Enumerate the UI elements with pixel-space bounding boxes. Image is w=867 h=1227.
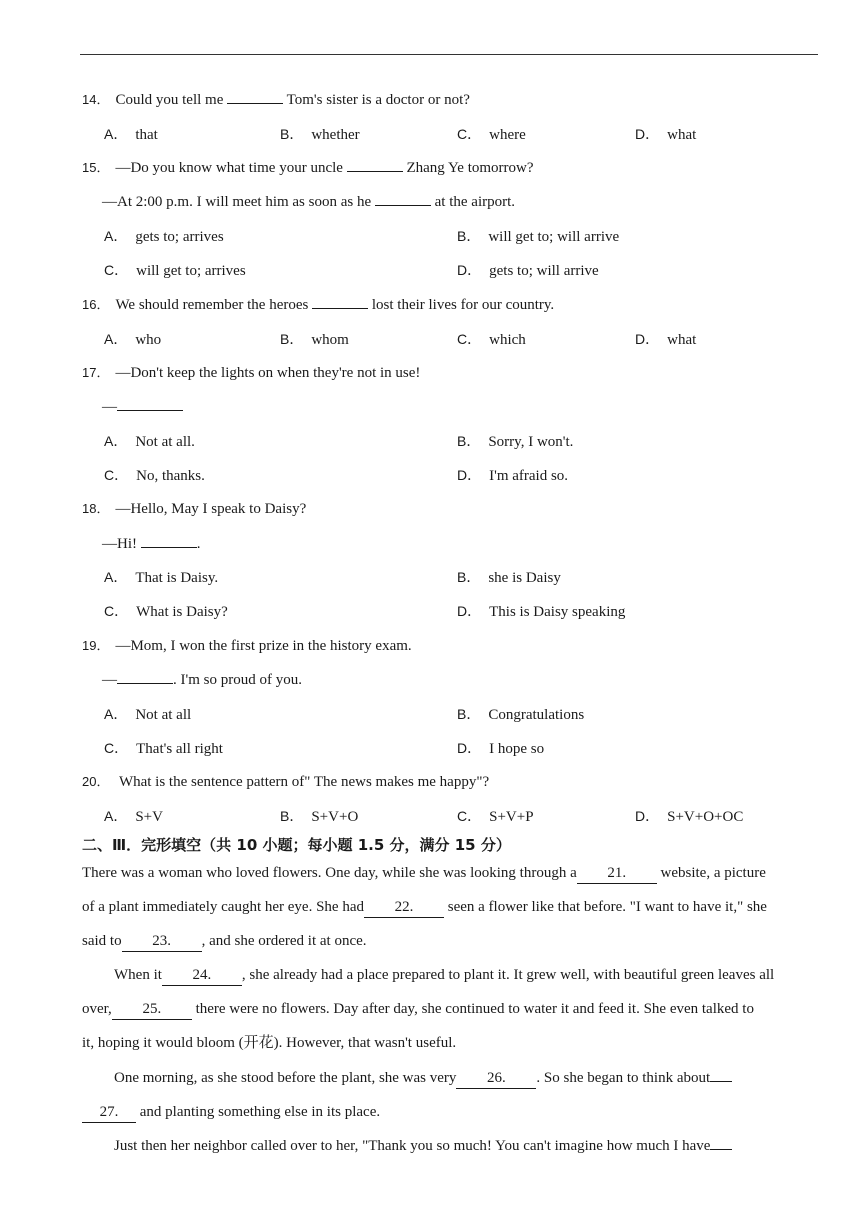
question-number: 16． [82,297,110,312]
option-c[interactable]: C． where [457,126,526,143]
option-b[interactable]: B． Sorry, I won't. [457,433,574,450]
passage-line: said to 23. , and she ordered it at once. [82,931,367,952]
answer-blank[interactable] [141,547,197,548]
blank-24[interactable]: 24. [162,965,242,986]
passage-line: over, 25. there were no flowers. Day after day, she continued to water it and feed it. She even talked to [82,999,754,1020]
question-text: lost their lives for our country. [368,297,555,313]
option-a[interactable]: A． gets to; arrives [104,228,224,245]
question-text: Tom's sister is a doctor or not? [283,92,470,108]
option-a[interactable]: A． S+V [104,808,163,825]
question-18 [82,499,306,519]
option-d[interactable]: D． what [635,331,697,348]
option-c[interactable]: C． will get to; arrives [104,262,246,279]
question-text: Could you tell me [115,92,228,108]
option-a[interactable]: A． who [104,331,162,348]
option-a[interactable]: A． That is Daisy. [104,569,219,586]
question-text: What is the sentence pattern of" The news makes me happy"? [115,774,490,790]
option-a[interactable]: A． that [104,126,158,143]
question-text: —Mom, I won the first prize in the history exam. [115,638,412,654]
passage-line: it, hoping it would bloom (开花). However, that wasn't useful. [82,1035,457,1051]
question-text: Zhang Ye tomorrow? [402,160,534,176]
option-a[interactable]: A． Not at all. [104,433,195,450]
question-number: 19． [82,638,110,653]
question-14 [82,90,470,110]
question-15 [82,158,534,178]
question-number: 17． [82,365,110,380]
option-d[interactable]: D． what [635,126,697,143]
option-d[interactable]: D． S+V+O+OC [635,808,744,825]
question-text: —Don't keep the lights on when they're not in use! [115,365,421,381]
question-text: —Do you know what time your uncle [115,160,347,176]
question-text: —Hello, May I speak to Daisy? [115,501,307,517]
blank-25[interactable]: 25. [112,999,192,1020]
question-16 [82,295,554,315]
blank-27[interactable]: 27. [82,1102,136,1123]
blank-21[interactable]: 21. [577,863,657,884]
question-number: 20． [82,774,110,789]
passage-line: There was a woman who loved flowers. One day, while she was looking through a 21. website, a picture [82,863,766,884]
passage-line: Just then her neighbor called over to her, "Thank you so much! You can't imagine how much I have [114,1136,732,1156]
option-b[interactable]: B． Congratulations [457,706,585,723]
option-b[interactable]: B． she is Daisy [457,569,561,586]
option-c[interactable]: C． That's all right [104,740,223,757]
option-c[interactable]: C． No, thanks. [104,467,205,484]
section-title: 二、Ⅲ．完形填空（共 10 小题；每小题 1.5 分，满分 15 分） [82,836,511,854]
header-rule [80,54,818,55]
option-b[interactable]: B． whom [280,331,349,348]
question-18-line2: —Hi! . [102,536,201,552]
passage-line: One morning, as she stood before the plant, she was very 26. . So she began to think about [114,1068,732,1089]
option-c[interactable]: C． which [457,331,526,348]
option-c[interactable]: C． S+V+P [457,808,534,825]
question-19-line2: — . I'm so proud of you. [102,672,302,688]
answer-blank[interactable] [117,410,183,411]
answer-blank[interactable] [375,205,431,206]
question-number: 18． [82,501,110,516]
question-17-line2: — [102,397,183,417]
answer-blank[interactable] [117,683,173,684]
option-b[interactable]: B． will get to; will arrive [457,228,620,245]
question-15-line2: —At 2:00 p.m. I will meet him as soon as he at the airport. [102,194,516,210]
passage-line: 27. and planting something else in its place. [82,1102,380,1123]
passage-line: When it 24. , she already had a place prepared to plant it. It grew well, with beautiful green leaves all [114,965,774,986]
passage-line: of a plant immediately caught her eye. She had 22. seen a flower like that before. "I want to have it," she [82,897,767,918]
answer-blank[interactable] [227,103,283,104]
option-d[interactable]: D． I hope so [457,740,545,757]
option-d[interactable]: D． gets to; will arrive [457,262,599,279]
blank-23[interactable]: 23. [122,931,202,952]
question-19 [82,636,412,656]
question-20 [82,772,489,792]
blank-26[interactable]: 26. [456,1068,536,1089]
option-b[interactable]: B． S+V+O [280,808,359,825]
answer-blank[interactable] [710,1081,732,1082]
answer-blank[interactable] [347,171,403,172]
question-17 [82,363,420,383]
question-number: 15． [82,160,110,175]
option-b[interactable]: B． whether [280,126,360,143]
option-d[interactable]: D． I'm afraid so. [457,467,569,484]
blank-22[interactable]: 22. [364,897,444,918]
question-text: We should remember the heroes [115,297,313,313]
answer-blank[interactable] [710,1149,732,1150]
option-a[interactable]: A． Not at all [104,706,192,723]
answer-blank[interactable] [312,308,368,309]
option-d[interactable]: D． This is Daisy speaking [457,603,626,620]
question-number: 14． [82,92,110,107]
option-c[interactable]: C． What is Daisy? [104,603,228,620]
